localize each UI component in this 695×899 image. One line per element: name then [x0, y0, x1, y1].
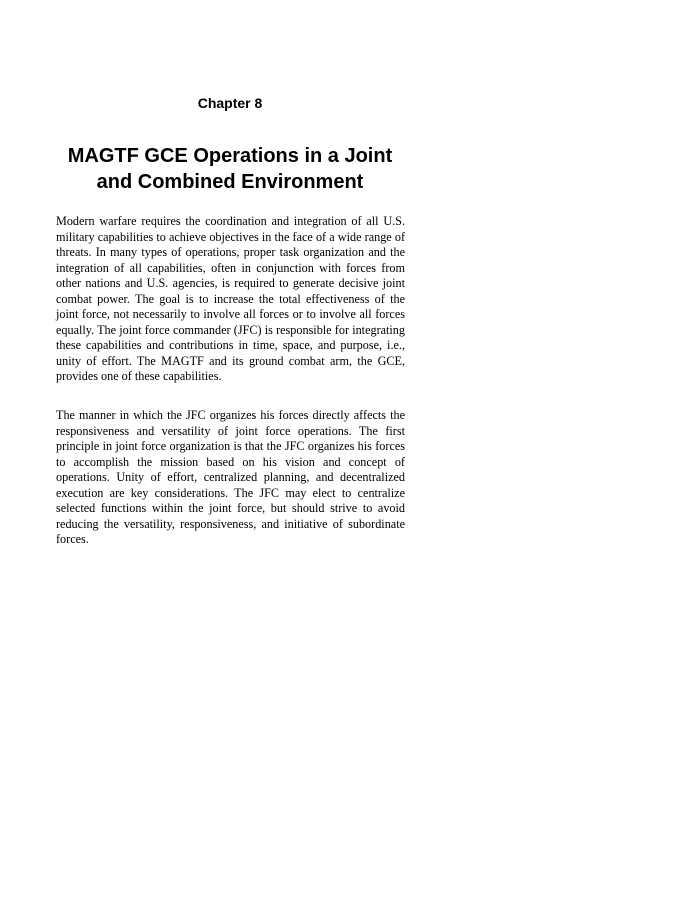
body-paragraph-1: Modern warfare requires the coordination and integration of all U.S. military capabilities to achieve objectives in the face of a wide range of threats. In many types of operations, proper task organization and the integration of all capabilities, often in conjunction with forces from other nations and U.S. agencies, is required to generate decisive joint combat power. The goal is to increase the total effectiveness of the joint force, not necessarily to involve all forces or to involve all forces equally. The joint force commander (JFC) is responsible for integrating these capabilities and contributions in time, space, and purpose, i.e., unity of effort. The MAGTF and its ground combat arm, the GCE, provides one of these capabilities.: [56, 214, 405, 383]
chapter-title-line-1: MAGTF GCE Operations in a Joint: [67, 145, 393, 167]
chapter-title-line-2: and Combined Environment: [96, 171, 364, 193]
chapter-title: [0, 143, 460, 195]
chapter-label: Chapter 8: [197, 95, 263, 111]
body-paragraph-2: The manner in which the JFC organizes his forces directly affects the responsiveness and versatility of joint force operations. The first principle in joint force organization is that the JFC organizes his forces to accomplish the mission based on his vision and concept of operations. Unity of effort, centralized planning, and decentralized execution are key considerations. The JFC may elect to centralize selected functions within the joint force, but should strive to avoid reducing the versatility, responsiveness, and initiative of subordinate forces.: [56, 408, 405, 546]
